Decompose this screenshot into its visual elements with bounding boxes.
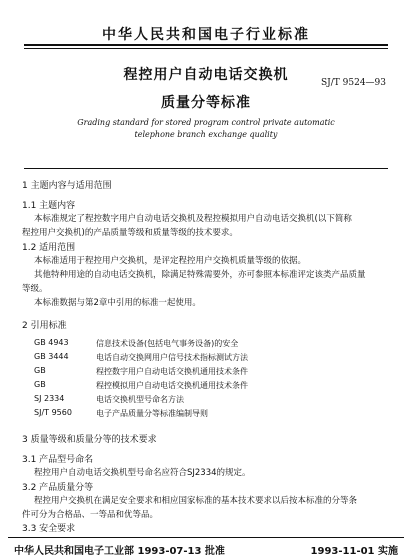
paragraph-1-1-line-1: 本标准规定了程控数字用户自动电话交换机及程控模拟用户自动电话交换机(以下简称 [34,214,352,224]
reference-code: GB [34,380,46,389]
reference-code: SJ 2334 [34,394,65,403]
approval-line: 中华人民共和国电子工业部 1993-07-13 批准 [14,546,225,557]
english-title-line-2: telephone branch exchange quality [134,130,278,139]
paragraph-3-2-line-1: 程控用户交换机在满足安全要求和相应国家标准的基本技术要求以后按本标准的分等条 [34,496,358,506]
document-number: SJ/T 9524—93 [320,78,386,88]
paragraph-1-2-line-3: 等级。 [22,284,48,294]
paragraph-3-1-line-1: 程控用户自动电话交换机型号命名应符合SJ2334的规定。 [34,468,251,478]
reference-title: 信息技术设备(包括电气事务设备)的安全 [96,339,239,348]
section-1-1-heading: 1.1 主题内容 [22,201,76,211]
paragraph-1-1-line-2: 程控用户交换机)的产品质量等级和质量等级的技术要求。 [22,228,238,238]
section-1-heading: 1 主题内容与适用范围 [22,181,112,191]
header-rule-thin [24,48,388,49]
title-line-1: 程控用户自动电话交换机 [123,67,289,83]
section-2-heading: 2 引用标准 [22,321,67,331]
footer-rule [8,537,404,538]
reference-title: 电子产品质量分等标准编制导则 [96,409,208,418]
reference-code: SJ/T 9560 [34,408,72,417]
reference-title: 程控数字用户自动电话交换机通用技术条件 [96,367,248,376]
section-3-heading: 3 质量等级和质量分等的技术要求 [22,435,157,445]
section-1-2-heading: 1.2 适用范围 [22,243,76,253]
header-rule-thick [24,44,388,46]
title-line-2: 质量分等标准 [161,95,251,111]
paragraph-3-2-line-2: 件可分为合格品、一等品和优等品。 [22,510,159,520]
section-3-2-heading: 3.2 产品质量分等 [22,483,94,493]
reference-title: 电话自动交换网用户信号技术指标测试方法 [96,353,248,362]
reference-code: GB 4943 [34,338,69,347]
paragraph-1-2-line-4: 本标准数据与第2章中引用的标准一起使用。 [34,298,201,308]
section-3-1-heading: 3.1 产品型号命名 [22,455,94,465]
section-3-3-heading: 3.3 安全要求 [22,524,76,534]
english-title-line-1: Grading standard for stored program control private automatic [77,118,335,127]
reference-title: 程控模拟用户自动电话交换机通用技术条件 [96,381,248,390]
paragraph-1-2-line-2: 其他特种用途的自动电话交换机，除满足特殊需要外，亦可参照本标准评定该类产品质量 [34,270,366,280]
reference-title: 电话交换机型号命名方法 [96,395,184,404]
standard-header: 中华人民共和国电子行业标准 [102,27,310,43]
title-divider [24,168,388,169]
reference-code: GB 3444 [34,352,69,361]
effective-date: 1993-11-01 实施 [310,546,398,557]
paragraph-1-2-line-1: 本标准适用于程控用户交换机，是评定程控用户交换机质量等级的依据。 [34,256,307,266]
reference-code: GB [34,366,46,375]
